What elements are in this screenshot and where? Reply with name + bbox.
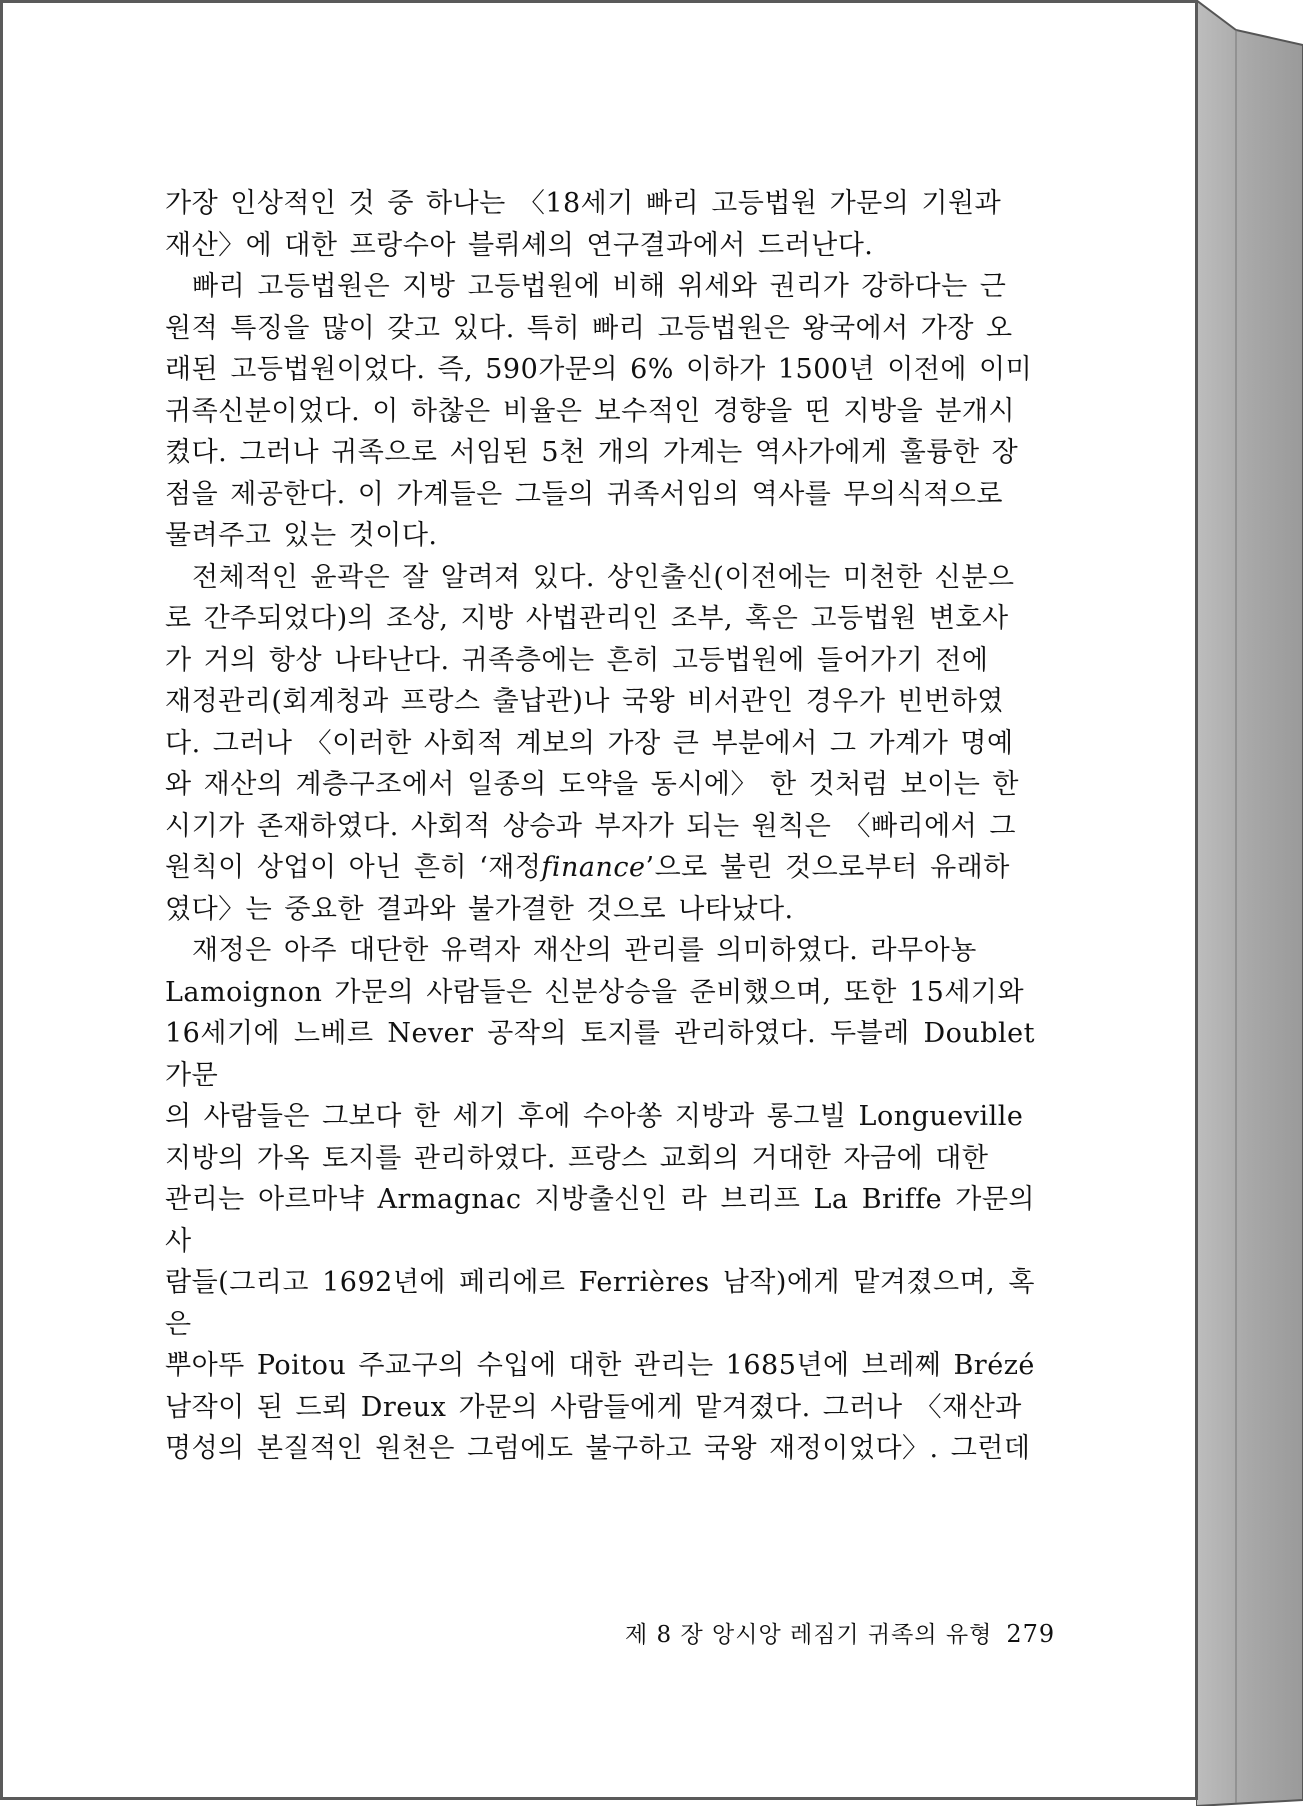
paragraph-4	[165, 930, 1035, 1470]
text-line: 점을 제공한다. 이 가계들은 그들의 귀족서임의 역사를 무의식적으로	[165, 478, 1003, 510]
text-line: 물려주고 있는 것이다.	[165, 520, 438, 551]
text-line: 와 재산의 계층구조에서 일종의 도약을 동시에〉 한 것처럼 보이는 한	[165, 769, 1019, 800]
text-line-with-italic	[165, 852, 1010, 883]
page-number: 279	[1006, 1620, 1056, 1648]
text-line: 재산〉에 대한 프랑수아 블뤼셰의 연구결과에서 드러난다.	[165, 229, 874, 261]
text-line: 전체적인 윤곽은 잘 알려져 있다. 상인출신(이전에는 미천한 신분으	[192, 561, 1015, 593]
text-line: 빠리 고등법원은 지방 고등법원에 비해 위세와 권리가 강하다는 근	[192, 271, 1007, 302]
text-line: 다. 그러나 〈이러한 사회적 계보의 가장 큰 부분에서 그 가계가 명예	[165, 727, 1014, 759]
paragraph-2	[165, 266, 1035, 557]
paragraph-1	[165, 183, 1035, 266]
body-text	[165, 183, 1035, 1470]
text-line: 가 거의 항상 나타난다. 귀족층에는 흔히 고등법원에 들어가기 전에	[165, 644, 989, 676]
text-line: 켰다. 그러나 귀족으로 서임된 5천 개의 가계는 역사가에게 훌륭한 장	[165, 437, 1019, 468]
text-line: 로 간주되었다)의 조상, 지방 사법관리인 조부, 혹은 고등법원 변호사	[165, 603, 1009, 634]
text-line: 원적 특징을 많이 갖고 있다. 특히 빠리 고등법원은 왕국에서 가장 오	[165, 312, 1013, 344]
text-line: 16세기에 느베르 Never 공작의 토지를 관리하였다. 두블레 Doublet 가문	[165, 1018, 1035, 1091]
text-line: 명성의 본질적인 원천은 그럼에도 불구하고 국왕 재정이었다〉. 그런데	[165, 1433, 1031, 1464]
book-edge-3d	[1196, 0, 1303, 1806]
paragraph-3	[165, 557, 1035, 931]
text-line: 재정관리(회계청과 프랑스 출납관)나 국왕 비서관인 경우가 빈번하였	[165, 686, 1004, 717]
chapter-title: 제 8 장 앙시앙 레짐기 귀족의 유형	[625, 1622, 993, 1648]
running-head	[625, 1616, 1056, 1649]
text-line: Lamoignon 가문의 사람들은 신분상승을 준비했으며, 또한 15세기와	[165, 976, 1025, 1008]
text-line: 가장 인상적인 것 중 하나는 〈18세기 빠리 고등법원 가문의 기원과	[165, 188, 1002, 219]
text-line: 뿌아뚜 Poitou 주교구의 수입에 대한 관리는 1685년에 브레쩨 Brézé	[165, 1350, 1035, 1381]
italic-term: finance	[541, 852, 646, 883]
text-line: 남작이 된 드뢰 Dreux 가문의 사람들에게 맡겨졌다. 그러나 〈재산과	[165, 1391, 1022, 1423]
text-line: 귀족신분이었다. 이 하찮은 비율은 보수적인 경향을 띤 지방을 분개시	[165, 395, 1016, 427]
text-segment: 원칙이 상업이 아닌 흔히 ‘재정	[165, 852, 542, 883]
text-line: 람들(그리고 1692년에 페리에르 Ferrières 남작)에게 맡겨졌으며, 혹은	[165, 1267, 1035, 1340]
text-line: 였다〉는 중요한 결과와 불가결한 것으로 나타났다.	[165, 893, 794, 925]
text-line: 관리는 아르마냑 Armagnac 지방출신인 라 브리프 La Briffe 가문의 사	[165, 1184, 1035, 1257]
text-line: 지방의 가옥 토지를 관리하였다. 프랑스 교회의 거대한 자금에 대한	[165, 1142, 989, 1174]
text-line: 시기가 존재하였다. 사회적 상승과 부자가 되는 원칙은 〈빠리에서 그	[165, 810, 1016, 842]
text-line: 재정은 아주 대단한 유력자 재산의 관리를 의미하였다. 라무아뇽	[192, 935, 977, 966]
text-line: 의 사람들은 그보다 한 세기 후에 수아쏭 지방과 롱그빌 Longueville	[165, 1101, 1024, 1132]
text-line: 래된 고등법원이었다. 즉, 590가문의 6% 이하가 1500년 이전에 이미	[165, 354, 1033, 385]
text-segment: ’으로 불린 것으로부터 유래하	[645, 852, 1010, 883]
